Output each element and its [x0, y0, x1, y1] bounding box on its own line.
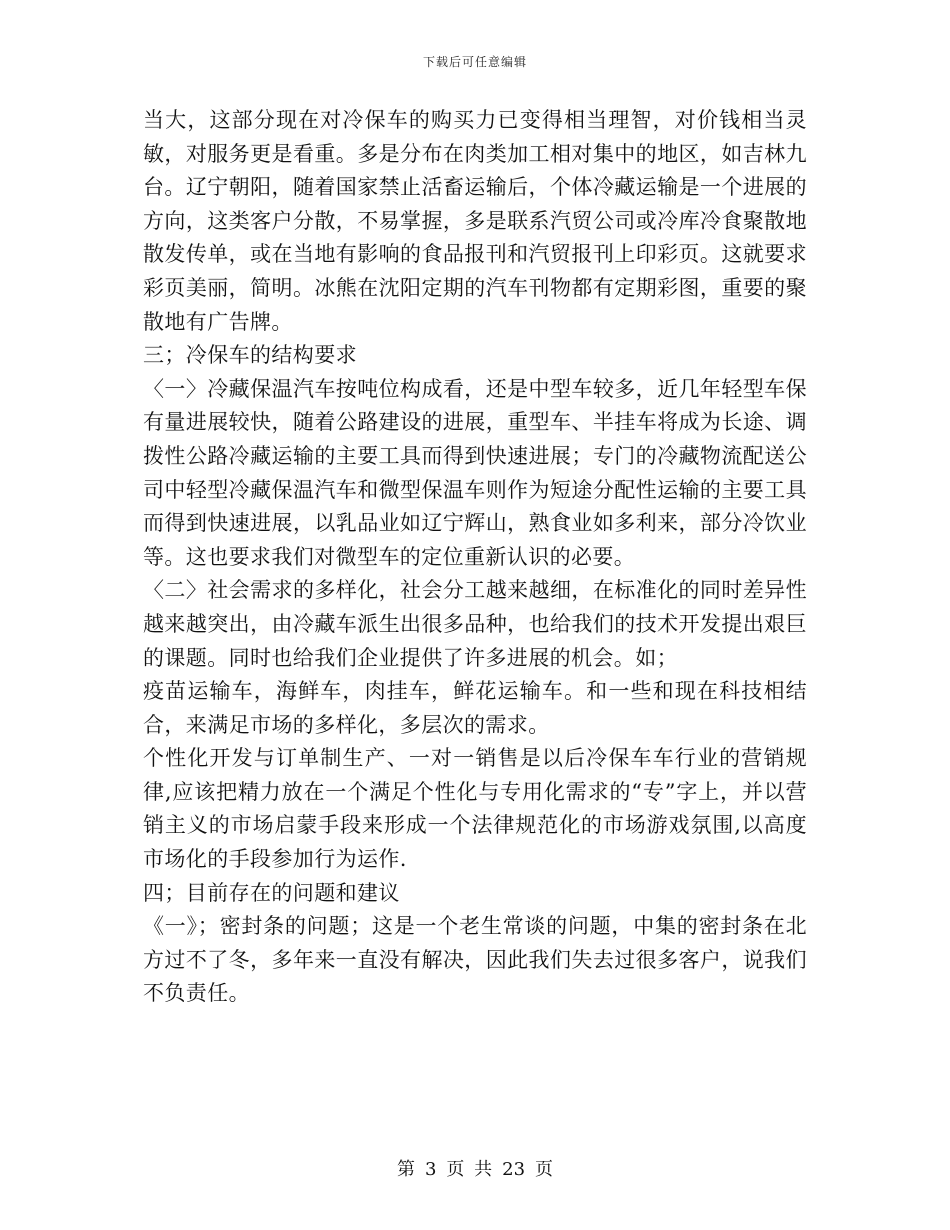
- paragraph-vehicle-types: 疫苗运输车，海鲜车，肉挂车，鲜花运输车。和一些和现在科技相结合，来满足市场的多样化，多层次的需求。: [143, 679, 807, 737]
- footer-suffix: 页: [535, 1159, 554, 1180]
- section-heading-structure: 三；冷保车的结构要求: [143, 343, 357, 368]
- page-footer: [0, 1155, 950, 1181]
- paragraph-market-customers: 当大，这部分现在对冷保车的购买力已变得相当理智，对价钱相当灵敏，对服务更是看重。多是分布在肉类加工相对集中的地区，如吉林九台。辽宁朝阳，随着国家禁止活畜运输后，个体冷藏运输是一个进展的方向，这类客户分散，不易掌握，多是联系汽贸公司或冷库冷食聚散地散发传单，或在当地有影响的食品报刊和汽贸报刊上印彩页。这就要求彩页美丽，简明。冰熊在沈阳定期的汽车刊物都有定期彩图，重要的聚散地有广告牌。: [143, 108, 807, 334]
- page-header: 下载后可任意编辑: [422, 55, 527, 69]
- footer-current-page: 3: [424, 1159, 437, 1180]
- section-heading-problems: 四；目前存在的问题和建议: [143, 880, 400, 905]
- paragraph-diversification: 〈二〉社会需求的多样化，社会分工越来越细，在标准化的同时差异性越来越突出，由冷藏车派生出很多品种，也给我们的技术开发提出艰巨的课题。同时也给我们企业提供了许多进展的机会。如；: [143, 578, 807, 670]
- footer-total-pages: 23: [502, 1159, 526, 1180]
- footer-prefix: 第: [396, 1159, 415, 1180]
- document-body: [143, 104, 807, 1011]
- paragraph-seal-issue: 《一》；密封条的问题；这是一个老生常谈的问题，中集的密封条在北方过不了冬，多年来一直没有解决，因此我们失去过很多客户，说我们不负责任。: [143, 914, 807, 1006]
- footer-middle: 页 共: [446, 1159, 493, 1180]
- paragraph-tonnage: 〈一〉冷藏保温汽车按吨位构成看，还是中型车较多，近几年轻型车保有量进展较快，随着公路建设的进展，重型车、半挂车将成为长途、调拨性公路冷藏运输的主要工具而得到快速进展；专门的冷藏物流配送公司中轻型冷藏保温汽车和微型保温车则作为短途分配性运输的主要工具而得到快速进展，以乳品业如辽宁辉山，熟食业如多利来，部分冷饮业等。这也要求我们对微型车的定位重新认识的必要。: [143, 376, 807, 569]
- paragraph-personalization: 个性化开发与订单制生产、一对一销售是以后冷保车车行业的营销规律,应该把精力放在一个满足个性化与专用化需求的“专”字上，并以营销主义的市场启蒙手段来形成一个法律规范化的市场游戏氛围,以高度市场化的手段参加行为运作.: [143, 746, 807, 872]
